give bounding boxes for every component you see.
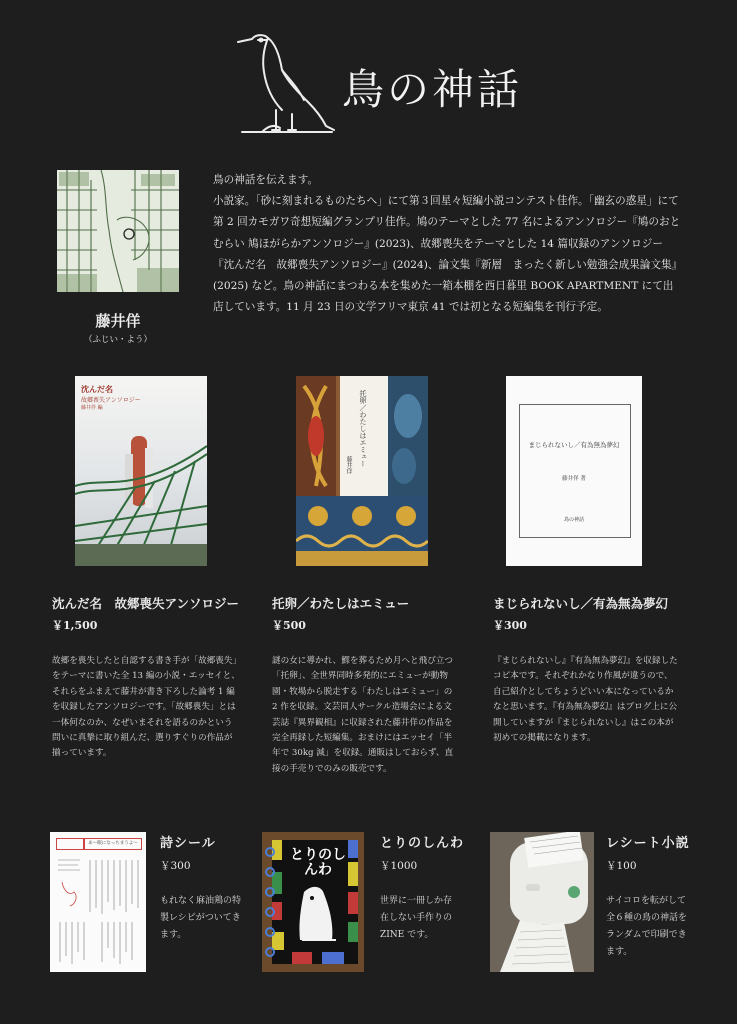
cover-title: 沈んだ名 <box>81 384 113 394</box>
goods-title: 詩シール <box>160 836 216 851</box>
cover-title-band <box>340 376 388 496</box>
author-portrait <box>57 170 179 292</box>
goods-thumb-poem-sticker <box>50 832 146 972</box>
cover-subtitle: 故郷喪失アンソロジー <box>81 397 141 404</box>
sticker-header: あ～眠になっちまうよ～ <box>84 838 142 850</box>
cover-publisher: 鳥の神話 <box>563 517 584 523</box>
author-name-kana: （ふじい・よう） <box>83 335 152 345</box>
book-price: ￥300 <box>493 619 527 632</box>
book-price: ￥500 <box>272 619 306 632</box>
goods-title: とりのしんわ <box>380 836 465 851</box>
goods-description: サイコロを転がして全６種の鳥の神話をランダムで印刷できます。 <box>606 896 688 957</box>
book-description: 謎の女に導かれ、鰥を葬るため月へと飛び立つ「托卵」、全世界同時多発的にエミューが動物園・牧場から脱走する「わたしはエミュー」の 2 作を収録。文芸同人サークル造場会による文芸誌『異界観相』に収録された藤井佯の作品を完全再録した短編集。おまけにはエッセイ「半年で 30kg 減」を収録。通販はしておらず、直接の手売りでのみの販売です。 <box>272 656 454 774</box>
book-cover-shizunda-na <box>75 376 207 566</box>
cover-title: まじられないし／有為無為夢幻 <box>528 441 620 449</box>
book-cover-majirarenaishi <box>506 376 642 566</box>
book-description: 故郷を喪失したと自認する書き手が「故郷喪失」をテーマに書いた全 13 編の小説・エッセイと、それらをふまえて藤井が書き下ろした論考 1 編を収録したアンソロジーです。「故郷喪失」とは一体何なのか、なぜいまそれを語るのかという問いに真摯に取り組んだ、選りすぐりの作品が揃っています。 <box>52 656 240 759</box>
cover-title: 托卵／わたしはエミュー <box>359 390 367 467</box>
page-title: 鳥の神話 <box>342 65 523 114</box>
sticker-badge <box>56 838 84 850</box>
cover-author: 藤井佯 編 <box>81 405 103 411</box>
goods-price: ￥300 <box>160 860 191 872</box>
goods-description: もれなく麻油鶏の特製レシピがついてきます。 <box>160 896 242 940</box>
book-title: 托卵／わたしはエミュー <box>272 596 410 611</box>
goods-title: レシート小説 <box>606 836 690 851</box>
cover-author: 藤井佯 <box>345 456 352 474</box>
author-bio-text: 鳥の神話を伝えます。 小説家。「砂に刻まれるものたちへ」にて第３回星々短編小説コンテスト佳作。「幽玄の惑星」にて第 2 回カモガワ奇想短編グランプリ佳作。鳩のテーマとした 77 名によるアンソロジー『鳩のおとむらい 鳩ほがらかアンソロジー』(2023)、故郷喪失をテーマとした 14 篇収録のアンソロジー『沈んだ名 故郷喪失アンソロジー』(2024)、論文集『新層 まったく新しい勉強会成果論文集』(2025) など。鳥の神話にまつわる本を集めた一箱本棚を西日暮里 BOOK APARTMENT にて出店しています。11 月 23 日の文学フリマ東京 41 では初となる短編集を刊行予定。 <box>213 174 683 314</box>
cover-author: 藤井佯 著 <box>562 476 586 482</box>
author-bio <box>213 170 683 318</box>
book-title: まじられないし／有為無為夢幻 <box>493 596 669 611</box>
bird-logo-icon <box>232 30 337 138</box>
goods-thumb-receipt-printer <box>490 832 594 972</box>
goods-price: ￥100 <box>606 860 637 872</box>
book-price: ￥1,500 <box>52 619 98 632</box>
book-description: 『まじられないし』『有為無為夢幻』を収録したコピ本です。それぞれかなり作風が違うので、自己紹介としてちょうどいい本になっているかなと思います。『有為無為夢幻』はブログ上に公開していますが『まじられないし』はこの本が初めての掲載になります。 <box>493 656 678 744</box>
goods-thumb-zine <box>262 832 364 972</box>
book-title: 沈んだ名 故郷喪失アンソロジー <box>52 596 240 611</box>
author-name: 藤井佯 <box>95 312 141 330</box>
zine-cover-text: とりのしんわ <box>290 847 346 878</box>
goods-price: ￥1000 <box>380 860 418 872</box>
goods-description: 世界に一冊しか存在しない手作りの ZINE です。 <box>380 896 453 940</box>
book-cover-takuran <box>296 376 428 566</box>
